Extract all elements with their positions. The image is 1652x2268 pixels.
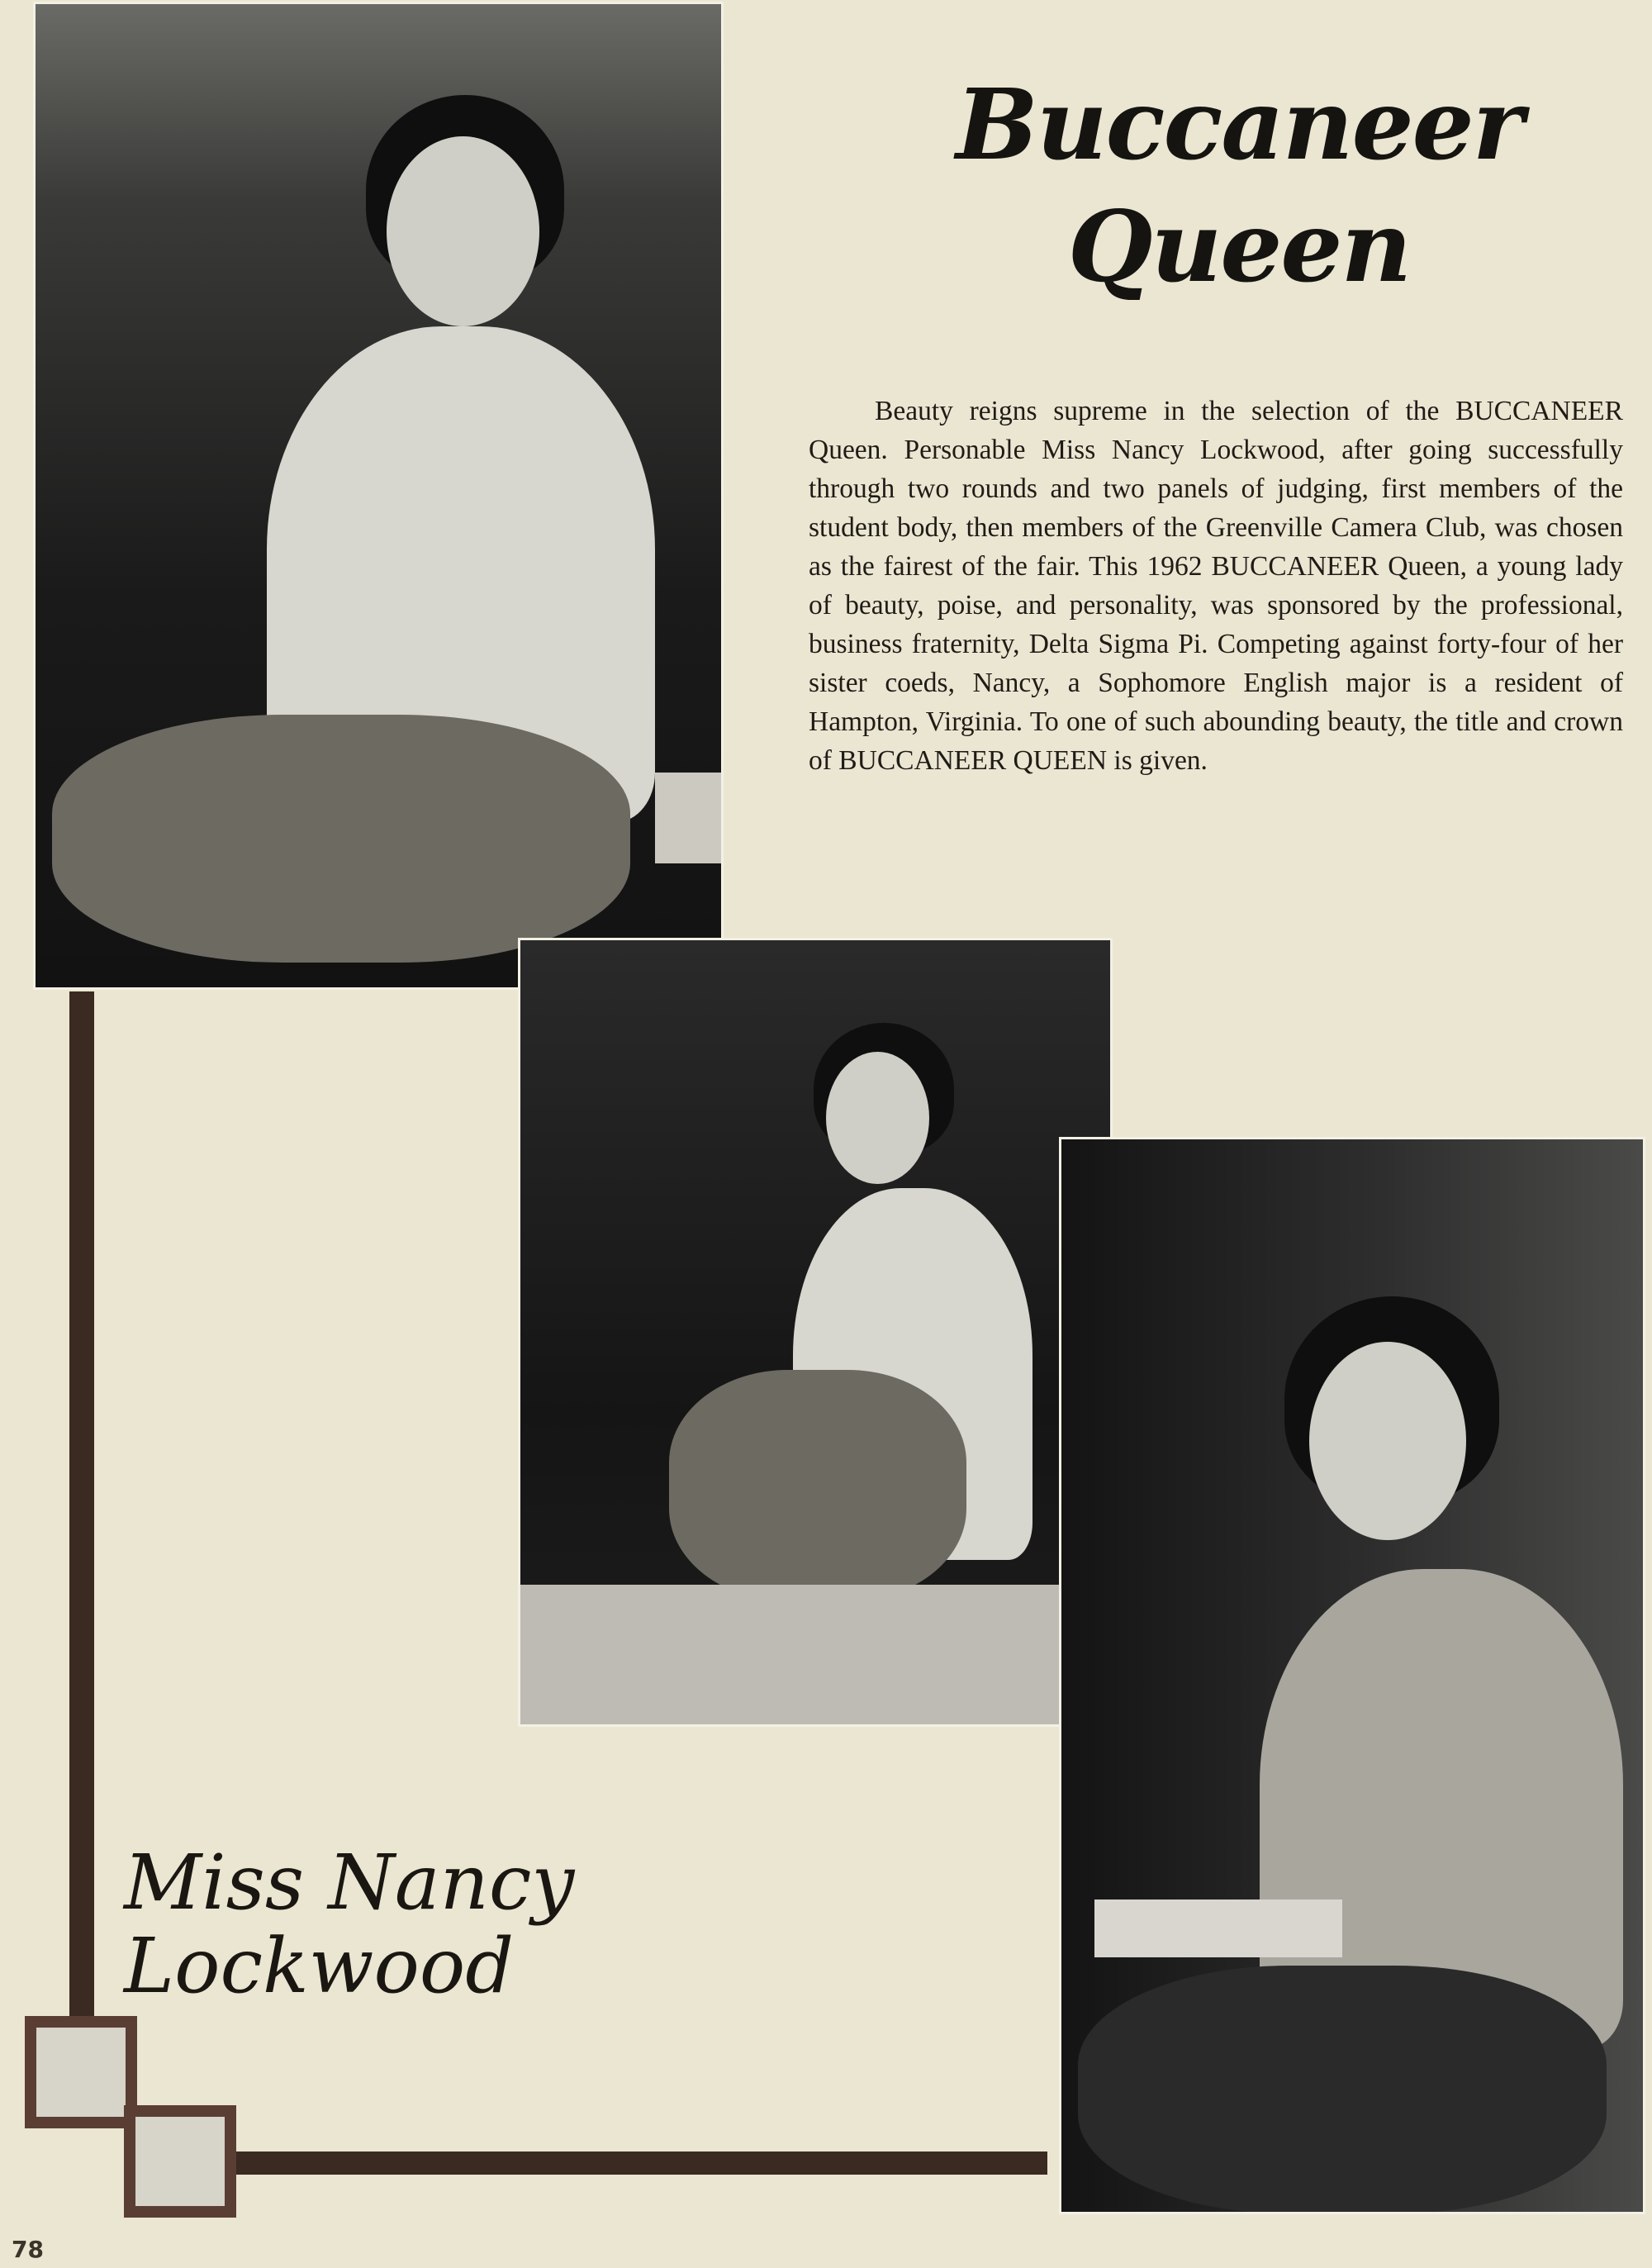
decorative-vertical-bar: [69, 991, 94, 2024]
page-number: 78: [12, 2236, 44, 2263]
decorative-horizontal-bar: [221, 2152, 1047, 2175]
photo-seated-portrait: [33, 2, 724, 990]
article-paragraph: Beauty reigns supreme in the selection of the BUCCANEER Queen. Personable Miss Nancy Lockwood, after going successfully through two rounds and two panels of judging, first members of the student body, then members of the Greenville Camera Club, was chosen as the fairest of the fair. This 1962 BUCCANEER Queen, a young lady of beauty, poise, and personality, was sponsored by the professional, business fraternity, Delta Sigma Pi. Competing against forty-four of her sister coeds, Nancy, a Sophomore English major is a resident of Hampton, Virginia. To one of such abounding beauty, the title and crown of BUCCANEER QUEEN is given.: [809, 395, 1623, 776]
decorative-square-lower: [124, 2105, 236, 2218]
page-title-line-1: Buccaneer: [956, 67, 1522, 182]
decorative-square-upper: [25, 2016, 137, 2128]
queen-name-caption: Miss Nancy Lockwood: [124, 1838, 575, 2011]
page-title-line-2: Queen: [1067, 189, 1411, 304]
photo-sitting-on-ledge: [518, 938, 1113, 1727]
photo-with-book: [1059, 1137, 1645, 2214]
